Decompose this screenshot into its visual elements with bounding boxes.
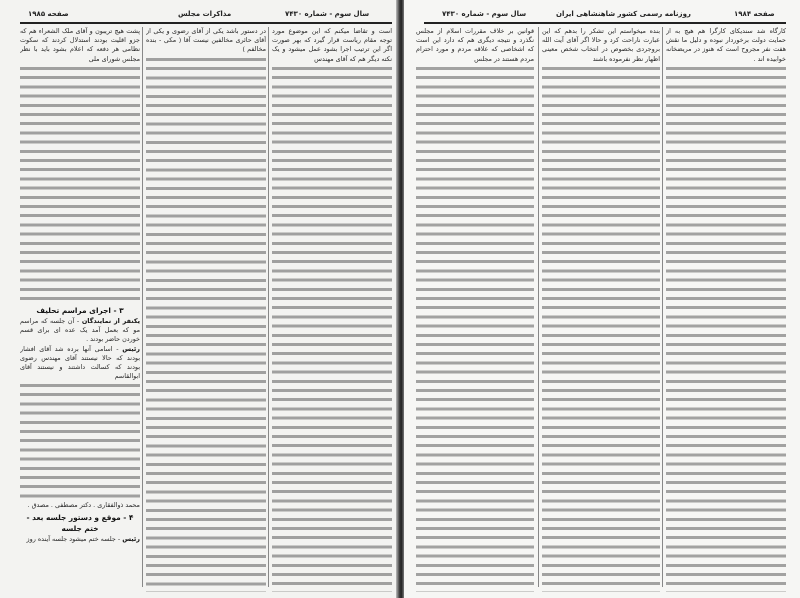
- column-left: [416, 27, 534, 592]
- speaker-text: - اسامی آنها برده شد آقای افشار بودند که حالا نیستند آقای مهندس رضوی بودند که کسالت داشتند و نیستند آقای ابوالقاسم: [20, 344, 140, 381]
- column-divider: [538, 27, 539, 587]
- page-number: صفحه ۱۹۸۴: [734, 10, 775, 18]
- text-block: [666, 64, 786, 592]
- column-text: است و تقاضا میکنم که این موضوع مورد توجه مقام ریاست قرار گیرد که بهر صورت اگر این ترتیب اجرا بشود عمل میشود و یک نکته دیگر هم که آقای مهندس: [272, 27, 392, 63]
- text-block: [542, 64, 660, 592]
- heading-text: - آن جلسه که مراسم مو که بعمل آمد یک عده ای برای قسم خوردن حاضر بودند .: [20, 317, 140, 344]
- header-rule: [20, 22, 392, 24]
- text-block: [272, 64, 392, 592]
- issue-number: سال سوم - شماره ۷۴۳۰: [442, 10, 527, 18]
- text-block: [20, 64, 140, 304]
- column-divider: [268, 27, 269, 587]
- heading-sub: یکنفر از نمایندگان: [81, 317, 140, 326]
- column-right: [666, 27, 786, 592]
- speaker-text: - جلسه ختم میشود جلسه آینده روز: [26, 535, 121, 544]
- section-heading: ۴ - موقع و دستور جلسه بعد -: [26, 512, 134, 522]
- closing-line: محمد ذوالفقاری . دکتر مصطفی . مصدق .: [27, 501, 140, 510]
- section-heading: ۳ - اجرای مراسم تحلیف: [36, 305, 124, 315]
- column-text: در دستور باشد یکی از آقای رضوی و یکی از آقای حائری مخالفین نیست آقا ( مکی - بنده مخالفم ): [146, 27, 266, 54]
- column-middle: [542, 27, 660, 592]
- column-divider: [142, 27, 143, 587]
- column-text: کارگاه شد سندیکای کارگرا هم هیچ به از حمایت دولت برخوردار نبوده و دلیل ما نقش هفت نفر مجروح است که هنوز در مریضخانه خوابیده اند .: [666, 27, 786, 63]
- speaker-name: رئیس: [122, 344, 140, 353]
- text-block: [146, 55, 266, 592]
- column-middle: [146, 27, 266, 592]
- left-page: [0, 0, 398, 598]
- issue-number: سال سوم - شماره ۷۴۳۰: [285, 10, 370, 18]
- page-number: صفحه ۱۹۸۵: [28, 10, 69, 18]
- text-block: [20, 381, 140, 501]
- header-rule: [424, 22, 786, 24]
- column-divider: [662, 27, 663, 587]
- right-page: [404, 0, 800, 598]
- column-left: [20, 27, 140, 592]
- column-right: [272, 27, 392, 592]
- column-text: بنده میخواستم این تشکر را بدهم که این عبارت ناراحت کرد و حالا اگر آقای آیت الله بروجردی بخصوص در انتخاب شخص معینی اظهار نظر نفرموده باشند: [542, 27, 660, 63]
- speaker-name: رئیس: [122, 535, 140, 544]
- column-text: قوانین بر خلاف مقررات اسلام از مجلس نگذرد و نتیجه دیگری هم که دارد این است که اشخاصی که علاقه مردم و مورد احترام مردم هستند در مجلس: [416, 27, 534, 63]
- text-block: [416, 64, 534, 592]
- column-text: پشت هیچ تریبون و آقای ملک الشعراء هم که جزو اقلیت بودند استدلال کردند که سکوت نظامی هر دفعه که اعلام بشود باید با نظر مجلس شورای ملی: [20, 27, 140, 63]
- section-title: روزنامه رسمی کشور شاهنشاهی ایران: [556, 10, 691, 18]
- section-title: مذاکرات مجلس: [178, 10, 232, 18]
- section-heading-sub: ختم جلسه: [61, 523, 99, 533]
